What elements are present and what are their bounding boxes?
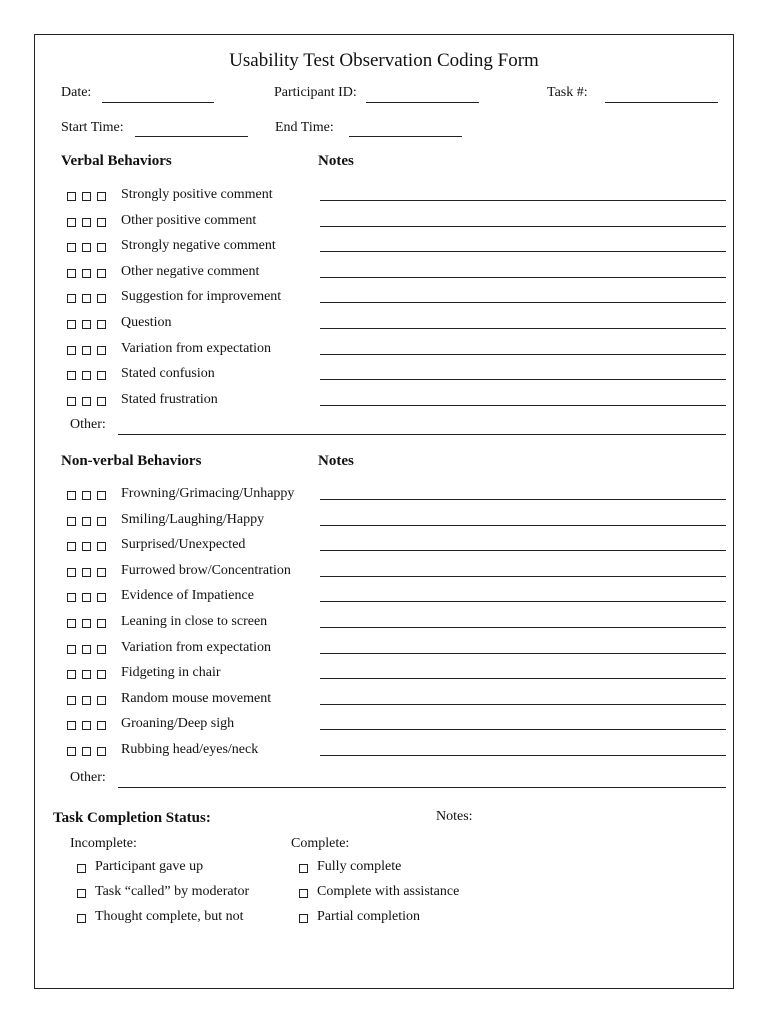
nonverbal-behavior-checkbox[interactable] xyxy=(97,645,106,654)
nonverbal-behavior-checkbox[interactable] xyxy=(82,568,91,577)
verbal-behavior-checkbox[interactable] xyxy=(67,269,76,278)
verbal-behavior-checkbox[interactable] xyxy=(97,346,106,355)
nonverbal-behavior-checkbox[interactable] xyxy=(82,619,91,628)
nonverbal-behavior-notes-line[interactable] xyxy=(320,601,726,602)
verbal-behavior-checkbox[interactable] xyxy=(67,346,76,355)
nonverbal-behavior-item-label: Surprised/Unexpected xyxy=(121,537,246,553)
nonverbal-behavior-checkbox[interactable] xyxy=(97,568,106,577)
nonverbal-behavior-checkbox-group xyxy=(67,568,112,578)
verbal-behavior-notes-line[interactable] xyxy=(320,302,726,303)
nonverbal-behavior-checkbox[interactable] xyxy=(67,517,76,526)
nonverbal-behavior-checkbox-group xyxy=(67,721,112,731)
nonverbal-behavior-checkbox[interactable] xyxy=(67,696,76,705)
verbal-notes-heading: Notes xyxy=(318,153,354,169)
nonverbal-behavior-checkbox-group xyxy=(67,491,112,501)
completion-notes-label: Notes: xyxy=(436,809,473,824)
nonverbal-behavior-checkbox-group xyxy=(67,696,112,706)
incomplete-option-label: Participant gave up xyxy=(95,859,204,874)
verbal-behavior-notes-line[interactable] xyxy=(320,200,726,201)
end-time-field[interactable] xyxy=(349,136,462,137)
complete-option-checkbox[interactable] xyxy=(299,914,308,923)
nonverbal-behavior-notes-line[interactable] xyxy=(320,499,726,500)
verbal-behavior-checkbox[interactable] xyxy=(67,294,76,303)
nonverbal-behavior-notes-line[interactable] xyxy=(320,755,726,756)
verbal-behavior-checkbox[interactable] xyxy=(82,243,91,252)
incomplete-option-checkbox[interactable] xyxy=(77,864,86,873)
complete-option-label: Partial completion xyxy=(317,909,421,924)
nonverbal-behavior-checkbox[interactable] xyxy=(97,517,106,526)
incomplete-option-checkbox[interactable] xyxy=(77,889,86,898)
verbal-behavior-checkbox[interactable] xyxy=(82,294,91,303)
complete-option-checkbox[interactable] xyxy=(299,889,308,898)
date-field[interactable] xyxy=(102,102,214,103)
nonverbal-behavior-checkbox[interactable] xyxy=(82,670,91,679)
nonverbal-behavior-notes-line[interactable] xyxy=(320,627,726,628)
verbal-behavior-notes-line[interactable] xyxy=(320,354,726,355)
nonverbal-behavior-checkbox[interactable] xyxy=(97,619,106,628)
nonverbal-behavior-checkbox[interactable] xyxy=(97,696,106,705)
nonverbal-behavior-checkbox[interactable] xyxy=(82,747,91,756)
nonverbal-notes-heading: Notes xyxy=(318,453,354,469)
verbal-behavior-checkbox[interactable] xyxy=(82,218,91,227)
verbal-behavior-checkbox[interactable] xyxy=(97,397,106,406)
verbal-behavior-checkbox-group xyxy=(67,371,112,381)
nonverbal-behavior-item-label: Evidence of Impatience xyxy=(121,588,254,604)
participant-id-label: Participant ID: xyxy=(274,85,357,100)
verbal-behavior-checkbox-group xyxy=(67,294,112,304)
nonverbal-behavior-notes-line[interactable] xyxy=(320,729,726,730)
nonverbal-behavior-checkbox-group xyxy=(67,542,112,552)
nonverbal-behavior-checkbox[interactable] xyxy=(97,721,106,730)
verbal-behavior-checkbox-group xyxy=(67,346,112,356)
verbal-behavior-checkbox[interactable] xyxy=(82,269,91,278)
verbal-behavior-notes-line[interactable] xyxy=(320,277,726,278)
nonverbal-behavior-checkbox[interactable] xyxy=(67,747,76,756)
completion-heading: Task Completion Status: xyxy=(53,810,211,826)
nonverbal-behavior-checkbox-group xyxy=(67,645,112,655)
verbal-behavior-notes-line[interactable] xyxy=(320,328,726,329)
complete-option-label: Complete with assistance xyxy=(317,884,460,899)
form-title: Usability Test Observation Coding Form xyxy=(229,50,539,71)
verbal-behavior-item-label: Suggestion for improvement xyxy=(121,289,282,305)
nonverbal-behavior-checkbox[interactable] xyxy=(82,517,91,526)
complete-label: Complete: xyxy=(291,836,350,851)
nonverbal-behavior-checkbox[interactable] xyxy=(97,491,106,500)
nonverbal-behavior-checkbox[interactable] xyxy=(82,593,91,602)
nonverbal-behavior-item-label: Rubbing head/eyes/neck xyxy=(121,742,259,757)
nonverbal-behavior-notes-line[interactable] xyxy=(320,576,726,577)
nonverbal-behavior-item-label: Frowning/Grimacing/Unhappy xyxy=(121,486,295,501)
verbal-behavior-checkbox[interactable] xyxy=(97,243,106,252)
nonverbal-behavior-checkbox[interactable] xyxy=(97,670,106,679)
verbal-behavior-checkbox[interactable] xyxy=(97,269,106,278)
nonverbal-behavior-checkbox[interactable] xyxy=(67,568,76,577)
nonverbal-behavior-item-label: Random mouse movement xyxy=(121,690,272,706)
complete-option-label: Fully complete xyxy=(317,859,402,874)
verbal-behavior-item-label: Other positive comment xyxy=(121,212,257,228)
nonverbal-behavior-checkbox[interactable] xyxy=(67,593,76,602)
verbal-behavior-checkbox-group xyxy=(67,397,112,407)
nonverbal-behavior-checkbox-group xyxy=(67,619,112,629)
nonverbal-behavior-checkbox-group xyxy=(67,747,112,757)
verbal-behavior-item-label: Other negative comment xyxy=(121,263,260,279)
verbal-behavior-checkbox[interactable] xyxy=(82,192,91,201)
verbal-behavior-checkbox[interactable] xyxy=(97,192,106,201)
incomplete-option-label: Thought complete, but not xyxy=(95,909,244,924)
nonverbal-behavior-checkbox-group xyxy=(67,593,112,603)
verbal-behavior-checkbox[interactable] xyxy=(97,218,106,227)
verbal-other-label: Other: xyxy=(70,417,106,432)
verbal-behavior-notes-line[interactable] xyxy=(320,379,726,380)
verbal-behavior-item-label: Stated confusion xyxy=(121,366,215,382)
task-number-field[interactable] xyxy=(605,102,718,103)
verbal-behavior-checkbox[interactable] xyxy=(97,371,106,380)
verbal-heading: Verbal Behaviors xyxy=(61,153,172,169)
nonverbal-behavior-item-label: Fidgeting in chair xyxy=(121,665,221,681)
verbal-behavior-checkbox-group xyxy=(67,192,112,202)
date-label: Date: xyxy=(61,85,92,100)
nonverbal-behavior-notes-line[interactable] xyxy=(320,550,726,551)
nonverbal-behavior-notes-line[interactable] xyxy=(320,653,726,654)
nonverbal-behavior-item-label: Smiling/Laughing/Happy xyxy=(121,511,265,527)
verbal-behavior-notes-line[interactable] xyxy=(320,405,726,406)
verbal-behavior-checkbox[interactable] xyxy=(97,294,106,303)
end-time-label: End Time: xyxy=(275,120,334,135)
verbal-behavior-checkbox[interactable] xyxy=(67,192,76,201)
verbal-behavior-item-label: Variation from expectation xyxy=(121,340,272,356)
nonverbal-behavior-checkbox[interactable] xyxy=(97,747,106,756)
verbal-behavior-notes-line[interactable] xyxy=(320,226,726,227)
verbal-other-field[interactable] xyxy=(118,434,726,435)
nonverbal-behavior-checkbox[interactable] xyxy=(67,542,76,551)
nonverbal-behavior-notes-line[interactable] xyxy=(320,678,726,679)
verbal-behavior-checkbox[interactable] xyxy=(67,218,76,227)
nonverbal-other-label: Other: xyxy=(70,770,106,785)
participant-id-field[interactable] xyxy=(366,102,479,103)
nonverbal-behavior-checkbox[interactable] xyxy=(82,721,91,730)
nonverbal-behavior-checkbox[interactable] xyxy=(97,593,106,602)
incomplete-option-checkbox[interactable] xyxy=(77,914,86,923)
nonverbal-heading: Non-verbal Behaviors xyxy=(61,453,202,469)
verbal-behavior-item-label: Strongly positive comment xyxy=(121,187,273,202)
nonverbal-behavior-checkbox[interactable] xyxy=(82,645,91,654)
verbal-behavior-checkbox-group xyxy=(67,320,112,330)
incomplete-option-label: Task “called” by moderator xyxy=(95,884,250,899)
nonverbal-behavior-item-label: Leaning in close to screen xyxy=(121,614,268,629)
verbal-behavior-checkbox[interactable] xyxy=(67,397,76,406)
verbal-behavior-checkbox[interactable] xyxy=(67,320,76,329)
nonverbal-behavior-checkbox[interactable] xyxy=(82,491,91,500)
start-time-label: Start Time: xyxy=(61,120,124,135)
incomplete-label: Incomplete: xyxy=(70,836,137,851)
start-time-field[interactable] xyxy=(135,136,248,137)
nonverbal-behavior-checkbox[interactable] xyxy=(82,542,91,551)
verbal-behavior-checkbox[interactable] xyxy=(82,397,91,406)
verbal-behavior-checkbox[interactable] xyxy=(82,346,91,355)
nonverbal-behavior-checkbox-group xyxy=(67,517,112,527)
nonverbal-behavior-notes-line[interactable] xyxy=(320,704,726,705)
nonverbal-behavior-checkbox[interactable] xyxy=(67,645,76,654)
verbal-behavior-item-label: Strongly negative comment xyxy=(121,238,276,254)
nonverbal-behavior-checkbox[interactable] xyxy=(82,696,91,705)
nonverbal-behavior-checkbox[interactable] xyxy=(67,670,76,679)
complete-option-checkbox[interactable] xyxy=(299,864,308,873)
verbal-behavior-checkbox-group xyxy=(67,269,112,279)
nonverbal-behavior-checkbox[interactable] xyxy=(67,721,76,730)
verbal-behavior-checkbox[interactable] xyxy=(67,243,76,252)
nonverbal-other-field[interactable] xyxy=(118,787,726,788)
nonverbal-behavior-checkbox[interactable] xyxy=(97,542,106,551)
verbal-behavior-checkbox[interactable] xyxy=(82,371,91,380)
verbal-behavior-notes-line[interactable] xyxy=(320,251,726,252)
nonverbal-behavior-notes-line[interactable] xyxy=(320,525,726,526)
verbal-behavior-checkbox[interactable] xyxy=(67,371,76,380)
nonverbal-behavior-checkbox[interactable] xyxy=(67,491,76,500)
verbal-behavior-checkbox-group xyxy=(67,218,112,228)
verbal-behavior-checkbox-group xyxy=(67,243,112,253)
verbal-behavior-checkbox[interactable] xyxy=(97,320,106,329)
verbal-behavior-item-label: Stated frustration xyxy=(121,391,218,407)
task-number-label: Task #: xyxy=(547,85,588,100)
nonverbal-behavior-item-label: Furrowed brow/Concentration xyxy=(121,562,291,578)
nonverbal-behavior-item-label: Groaning/Deep sigh xyxy=(121,716,235,732)
nonverbal-behavior-checkbox-group xyxy=(67,670,112,680)
verbal-behavior-checkbox[interactable] xyxy=(82,320,91,329)
nonverbal-behavior-item-label: Variation from expectation xyxy=(121,639,272,655)
nonverbal-behavior-checkbox[interactable] xyxy=(67,619,76,628)
verbal-behavior-item-label: Question xyxy=(121,315,172,330)
